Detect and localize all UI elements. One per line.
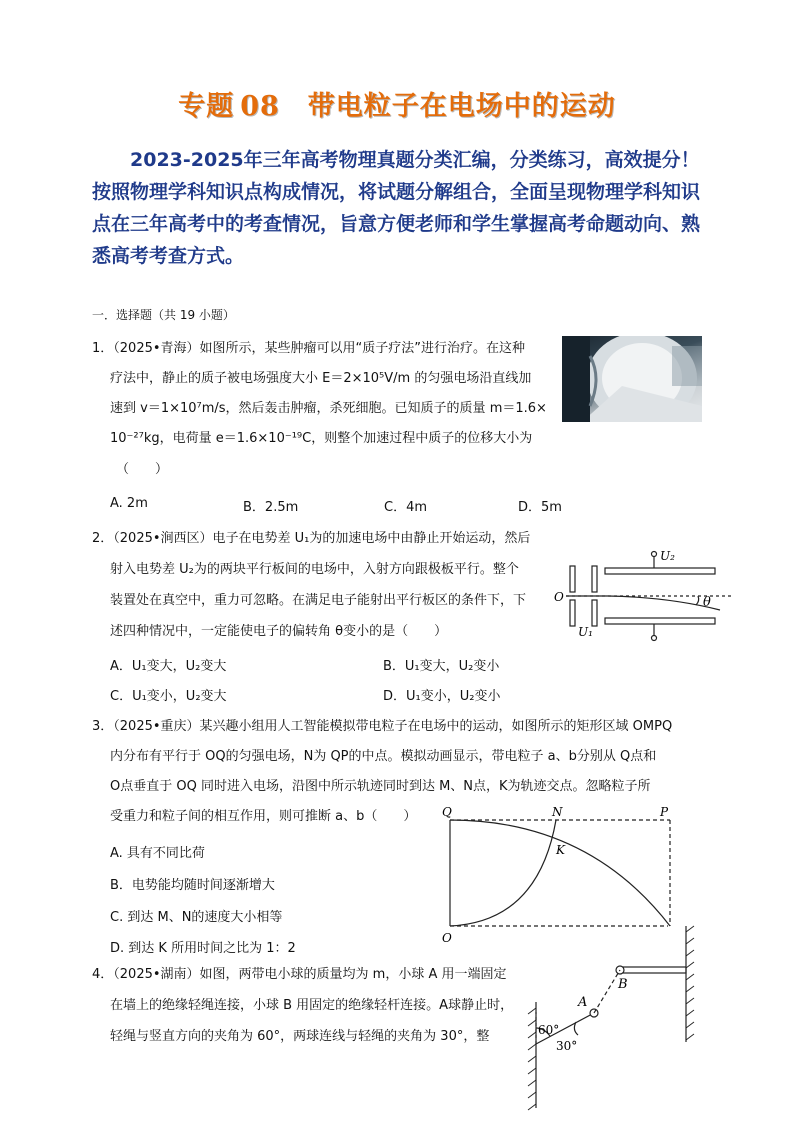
q2-line: 射入电势差 U₂为的两块平行板间的电场中，入射方向跟极板平行。整个 [110,562,519,577]
label-p: P [660,805,669,819]
q4-line: 轻绳与竖直方向的夹角为 60°，两球连线与轻绳的夹角为 30°，整 [110,1029,490,1044]
q3-option-d: D. 到达 K 所用时间之比为 1：2 [110,941,296,956]
q4-line: 在墙上的绝缘轻绳连接，小球 B 用固定的绝缘轻杆连接。A球静止时， [110,998,514,1013]
q3-line: 内分布有平行于 OQ的匀强电场，N为 QP的中点。模拟动画显示，带电粒子 a、b分别从 Q点和 [110,749,657,764]
q2-option-c: C．U₁变小，U₂变大 [110,689,227,704]
q3-option-c: C. 到达 M、N的速度大小相等 [110,910,283,925]
q3-line: 3．（2025•重庆）某兴趣小组用人工智能模拟带电粒子在电场中的运动，如图所示的矩形区域 OMPQ [92,719,673,734]
label-u1: U₁ [578,625,593,639]
q3-line: O点垂直于 OQ 同时进入电场，沿图中所示轨迹同时到达 M、N点，K为轨迹交点。忽略粒子所 [110,779,651,794]
q1-line: 10⁻²⁷kg，电荷量 e＝1.6×10⁻¹⁹C，则整个加速过程中质子的位移大小为 [110,431,533,446]
q2-option-d: D．U₁变小，U₂变小 [383,689,501,704]
title-prefix: 专题 [178,91,235,122]
q2-option-b: B．U₁变大，U₂变小 [383,659,500,674]
section-header: 一．选择题（共 19 小题） [92,308,235,322]
q2-line: 述四种情况中，一定能使电子的偏转角 θ变小的是（ ） [110,624,448,639]
q3-option-b: B．电势能均随时间逐渐增大 [110,878,275,893]
label-n: N [552,805,563,819]
q1-option-c: C．4m [384,500,428,515]
q1-option-b: B．2.5m [243,500,299,515]
q4-line: 4．（2025•湖南）如图，两带电小球的质量均为 m，小球 A 用一端固定 [92,967,507,982]
label-angle-30: 30° [556,1039,578,1053]
q3-option-a: A. 具有不同比荷 [110,846,205,861]
q2-option-a: A．U₁变大，U₂变大 [110,659,227,674]
q1-line: 疗法中，静止的质子被电场强度大小 E＝2×10⁵V/m 的匀强电场沿直线加 [110,371,532,386]
label-u2: U₂ [660,549,675,563]
label-o: O [554,590,564,604]
title-number: 08 [240,91,280,122]
label-b: B [618,977,628,992]
label-theta: θ [703,595,711,610]
page-title [0,84,794,123]
charged-balls-diagram [514,922,704,1114]
q2-line: 2．（2025•涧西区）电子在电势差 U₁为的加速电场中由静止开始运动，然后 [92,531,531,546]
q1-line: （ ） [116,462,169,477]
q3-line: 受重力和粒子间的相互作用，则可推断 a、b（ ） [110,809,417,824]
proton-therapy-illustration [562,336,702,422]
label-angle-60: 60° [538,1023,560,1037]
title-main: 带电粒子在电场中的运动 [307,91,616,122]
q1-option-d: D．5m [518,500,562,515]
proton-therapy-photo [562,336,702,422]
q1-option-a: A. 2m [110,496,148,511]
label-k: K [556,843,565,857]
label-o: O [442,931,452,945]
label-q: Q [442,805,452,819]
q1-line: 速到 v＝1×10⁷m/s，然后轰击肿瘤，杀死细胞。已知质子的质量 m＝1.6× [110,401,547,416]
intro-paragraph: 2023-2025年三年高考物理真题分类汇编，分类练习，高效提分！按照物理学科知识点构成情况，将试题分解组合，全面呈现物理学科知识点在三年高考中的考查情况，旨意方便老师和学生掌握高考命题动向、熟悉高考考查方式。 [92,149,701,267]
label-a: A [578,995,588,1010]
q2-line: 装置处在真空中，重力可忽略。在满足电子能射出平行板区的条件下，下 [110,593,527,608]
q1-line: 1．（2025•青海）如图所示，某些肿瘤可以用“质子疗法”进行治疗。在这种 [92,341,525,356]
deflection-diagram [548,544,738,644]
